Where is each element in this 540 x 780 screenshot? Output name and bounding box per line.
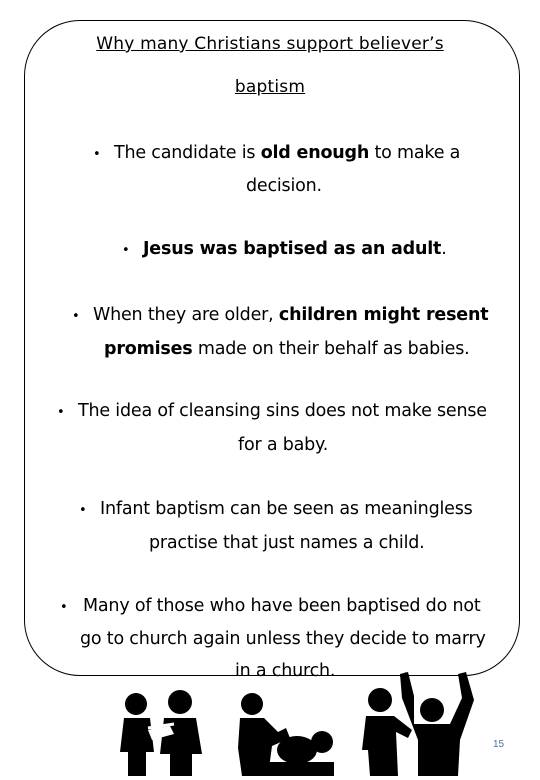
bullet-5: • bbox=[79, 503, 87, 518]
immersion-icon bbox=[238, 693, 334, 776]
point-1-line-1: The candidate is old enough to make a bbox=[114, 143, 461, 163]
page-title-line-1: Why many Christians support believer’s bbox=[96, 34, 444, 54]
point-6-line-2: go to church again unless they decide to marry bbox=[80, 629, 486, 649]
page-number: 15 bbox=[493, 739, 505, 750]
bullet-3: • bbox=[72, 309, 80, 324]
point-1-line-2: decision. bbox=[246, 176, 322, 196]
bullet-2: • bbox=[122, 243, 130, 258]
point-5-line-1: Infant baptism can be seen as meaningless bbox=[100, 499, 473, 519]
bullet-6: • bbox=[60, 600, 68, 615]
point-4-line-1: The idea of cleansing sins does not make sense bbox=[78, 401, 487, 421]
point-6-line-3: in a church. bbox=[235, 661, 336, 681]
baptism-pair-icon bbox=[120, 690, 202, 776]
point-5-line-2: practise that just names a child. bbox=[149, 533, 425, 553]
baptism-figures-image bbox=[112, 668, 482, 778]
point-3-line-2: promises made on their behalf as babies. bbox=[104, 339, 470, 359]
point-4-line-2: for a baby. bbox=[238, 435, 329, 455]
point-2-line-1: Jesus was baptised as an adult. bbox=[143, 239, 447, 259]
point-3-line-1: When they are older, children might resent bbox=[93, 305, 489, 325]
page-title-line-2: baptism bbox=[234, 77, 306, 97]
point-6-line-1: Many of those who have been baptised do not bbox=[83, 596, 481, 616]
bullet-1: • bbox=[93, 147, 101, 162]
bullet-4: • bbox=[57, 405, 65, 420]
celebration-icon bbox=[362, 672, 474, 776]
